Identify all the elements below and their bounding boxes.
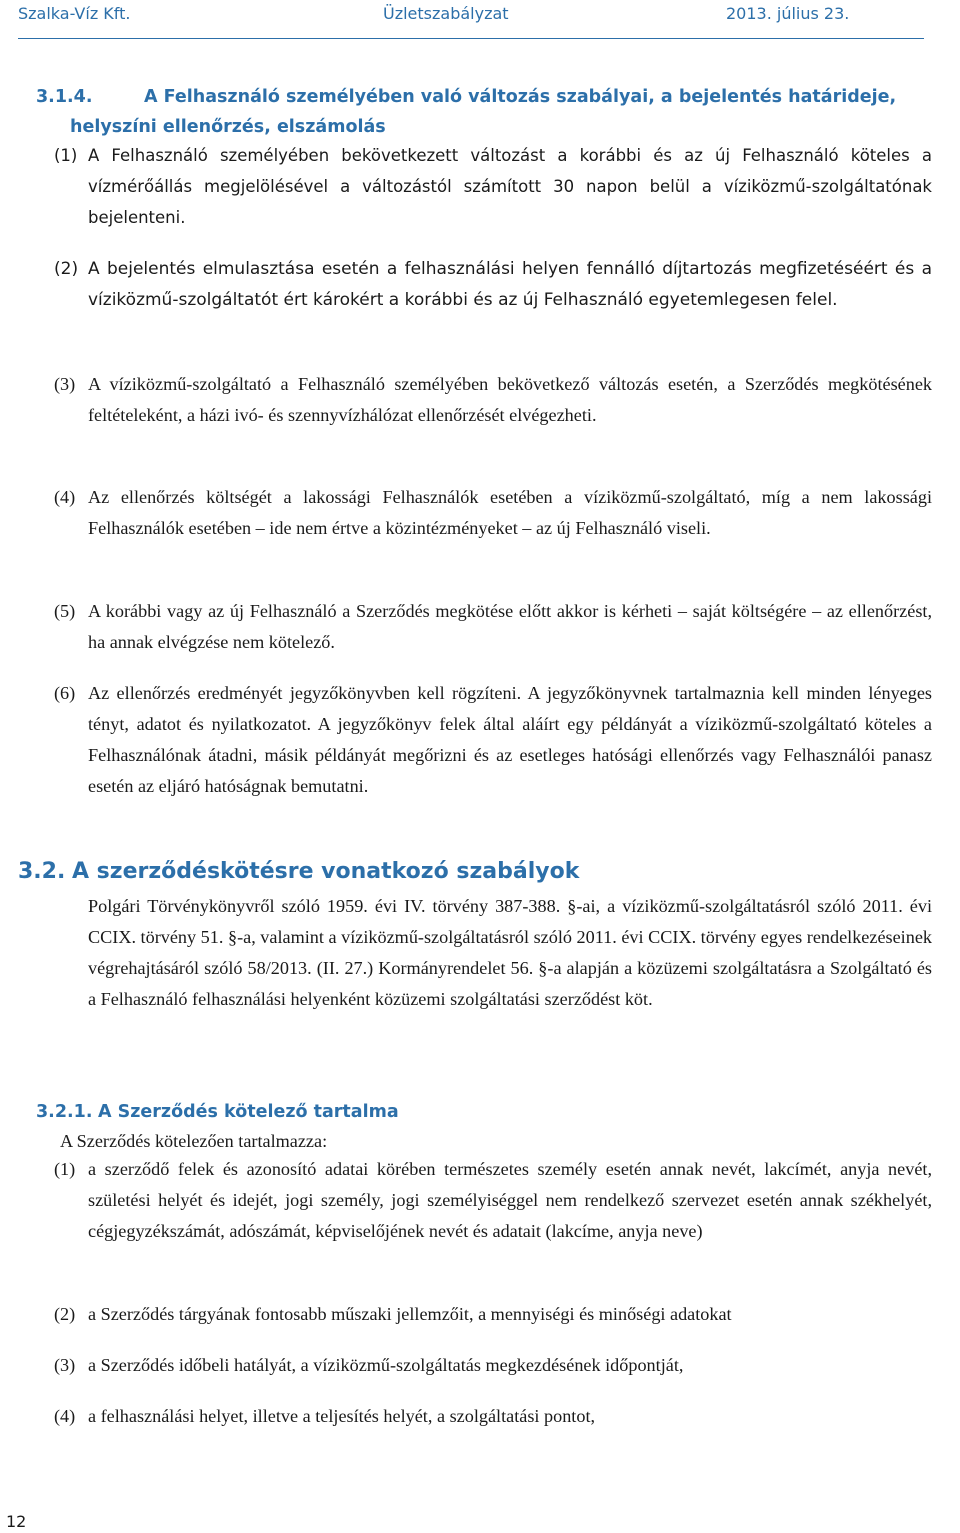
item-text: A korábbi vagy az új Felhasználó a Szerződés megkötése előtt akkor is kérheti – saját költségére – az ellenőrzést, ha annak elvégzése nem kötelező.	[88, 601, 932, 652]
section-32-body: Polgári Törvénykönyvről szóló 1959. évi IV. törvény 387-388. §-ai, a víziközmű-szolgáltatásról szóló 2011. évi CCIX. törvény 51. §-a, valamint a víziközmű-szolgáltatásról szóló 2011. évi CCIX. törvény egyes rendelkezéseinek végrehajtásáról szóló 58/2013. (II. 27.) Kormányrendelet 56. §-a alapján a közüzemi szolgáltatásra a Szolgáltató és a Felhasználó felhasználási helyenként közüzemi szolgáltatási szerződést köt.	[88, 896, 932, 1009]
item-label: (5)	[54, 601, 76, 621]
section-314-item-1	[54, 140, 932, 233]
item-label: (1)	[54, 146, 78, 165]
item-text: Az ellenőrzés költségét a lakossági Felhasználók esetében a víziközmű-szolgáltató, míg a nem lakossági Felhasználók esetében – ide nem értve a közintézményeket – az új Felhasználó viseli.	[88, 487, 932, 538]
item-text: Az ellenőrzés eredményét jegyzőkönyvben kell rögzíteni. A jegyzőkönyvnek tartalmaznia kell minden lényeges tényt, adatot és nyilatkozatot. A jegyzőkönyv felek által aláírt egy példányát a víziközmű-szolgáltató köteles a Felhasználónak átadni, másik példányát megőrizni és az esetleges hatósági ellenőrzés vagy Felhasználói panasz esetén az eljáró hatóságnak bemutatni.	[88, 683, 932, 796]
section-321-intro: A Szerződés kötelezően tartalmazza:	[60, 1131, 328, 1151]
section-314-title-line2: helyszíni ellenőrzés, elszámolás	[70, 117, 386, 137]
page-header	[18, 4, 924, 30]
section-32-number: 3.2.	[18, 859, 66, 884]
header-company: Szalka-Víz Kft.	[18, 4, 131, 23]
section-314-item-4	[54, 482, 932, 544]
section-314-item-2	[54, 254, 932, 316]
section-314-heading	[36, 82, 916, 142]
item-label: (4)	[54, 1406, 76, 1426]
section-314-item-3	[54, 369, 932, 431]
section-321-item-4	[54, 1401, 932, 1432]
item-text: A bejelentés elmulasztása esetén a felhasználási helyen fennálló díjtartozás megfizetéséért és a víziközmű-szolgáltatót ért károkért a korábbi és az új Felhasználó egyetemlegesen felel.	[88, 259, 932, 310]
item-label: (2)	[54, 259, 79, 279]
page-number: 12	[6, 1512, 27, 1531]
section-321-title: A Szerződés kötelező tartalma	[98, 1102, 399, 1122]
item-text: a szerződő felek és azonosító adatai körében természetes személy esetén annak nevét, lakcímét, anyja nevét, születési helyét és idejét, jogi személy, jogi személyiséggel nem rendelkező szervezet esetén annak székhelyét, cégjegyzékszámát, adószámát, képviselőjének nevét és adatait (lakcíme, anyja neve)	[88, 1159, 932, 1241]
header-date: 2013. július 23.	[726, 4, 850, 23]
item-label: (3)	[54, 374, 76, 394]
section-314-number: 3.1.4.	[36, 87, 93, 107]
section-321-item-1	[54, 1154, 932, 1247]
section-314-title-line1: A Felhasználó személyében való változás szabályai, a bejelentés határideje,	[144, 87, 897, 107]
item-label: (2)	[54, 1304, 76, 1324]
item-text: a Szerződés tárgyának fontosabb műszaki jellemzőit, a mennyiségi és minőségi adatokat	[88, 1304, 732, 1324]
item-text: a Szerződés időbeli hatályát, a víziközmű-szolgáltatás megkezdésének időpontját,	[88, 1355, 684, 1375]
section-321-heading	[36, 1097, 916, 1127]
item-label: (6)	[54, 683, 76, 703]
section-32-heading	[18, 856, 918, 888]
item-text: A víziközmű-szolgáltató a Felhasználó személyében bekövetkező változás esetén, a Szerződés megkötésének feltételeként, a házi ivó- és szennyvízhálózat ellenőrzését elvégezheti.	[88, 374, 932, 425]
section-321-item-2	[54, 1299, 932, 1330]
item-text: A Felhasználó személyében bekövetkezett változást a korábbi és az új Felhasználó köteles a vízmérőállás megjelölésével a változástól számított 30 napon belül a víziközmű-szolgáltatónak bejelenteni.	[88, 146, 932, 227]
section-321-item-3	[54, 1350, 932, 1381]
section-32-title: A szerződéskötésre vonatkozó szabályok	[72, 859, 580, 884]
section-314-item-6	[54, 678, 932, 802]
section-321-number: 3.2.1.	[36, 1102, 93, 1122]
item-label: (3)	[54, 1355, 76, 1375]
header-divider	[18, 38, 924, 39]
item-text: a felhasználási helyet, illetve a teljesítés helyét, a szolgáltatási pontot,	[88, 1406, 596, 1426]
item-label: (1)	[54, 1159, 76, 1179]
item-label: (4)	[54, 487, 76, 507]
header-doc-title: Üzletszabályzat	[383, 4, 509, 23]
section-314-item-5	[54, 596, 932, 658]
